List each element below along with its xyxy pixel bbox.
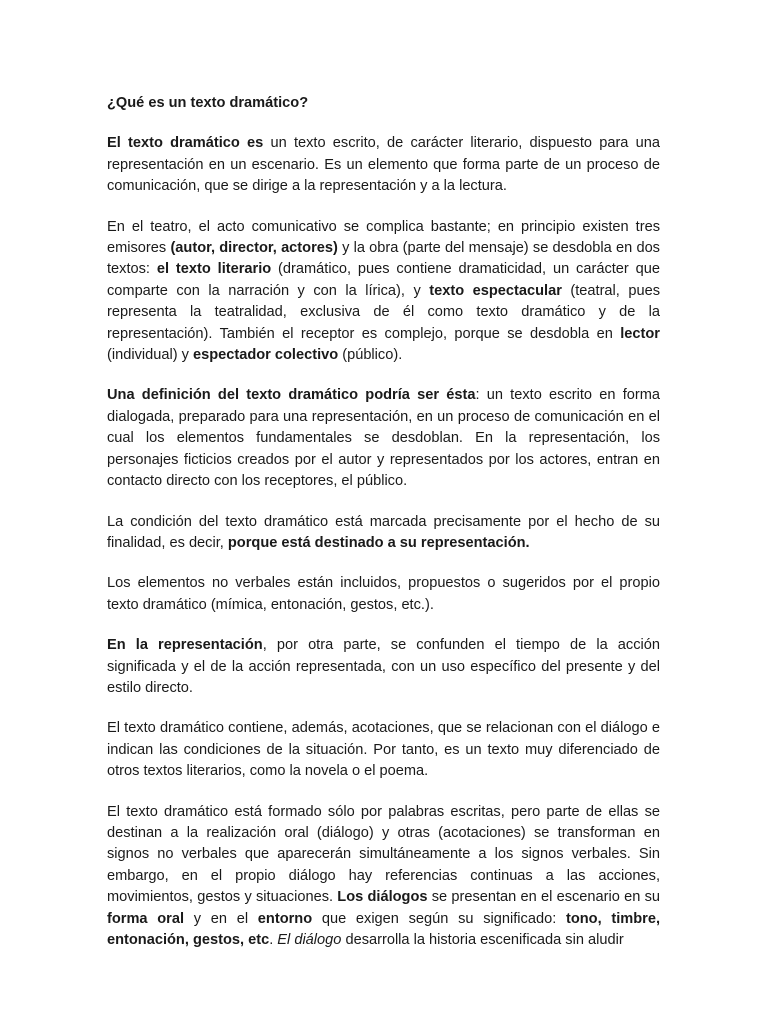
text-run: Los elementos no verbales están incluidos, propuestos o sugeridos por el propio texto dramático (mímica, entonación, gestos, etc.). [107, 575, 660, 613]
paragraph-definition-2 [107, 385, 660, 492]
text-run: En la representación [107, 637, 263, 654]
text-run: entorno [257, 910, 313, 927]
text-run: (individual) y [107, 347, 193, 364]
text-run: El diálogo [277, 932, 342, 948]
text-run: Los diálogos [337, 889, 428, 906]
text-run: (teatral, pues representa la teatralidad, exclusiva de él como texto dramático y de la representación). También el receptor es complejo, porque se desdobla en [107, 282, 660, 342]
text-run: y la obra (parte del mensaje) se desdobla en dos textos: [107, 240, 660, 278]
text-run: El texto dramático contiene, además, acotaciones, que se relacionan con el diálogo e indican las condiciones de la situación. Por tanto, es un texto muy diferenciado de otros textos literarios, como la novela o el poema. [107, 720, 660, 780]
text-run: tono, timbre, entonación, gestos, etc [107, 910, 660, 948]
paragraph-acotaciones [107, 718, 660, 782]
text-run: que exigen según su significado: [312, 910, 566, 927]
paragraph-definition [107, 133, 660, 197]
text-run: lector [620, 325, 660, 342]
text-run: En el teatro, el acto comunicativo se complica bastante; en principio existen tres emisores [107, 218, 660, 257]
paragraph-representation [107, 635, 660, 699]
text-run: desarrolla la historia escenificada sin aludir [341, 932, 624, 948]
text-run: porque está destinado a su representación. [227, 534, 530, 551]
text-run: Una definición del texto dramático podría ser ésta [107, 387, 476, 404]
text-run: un texto escrito, de carácter literario, dispuesto para una representación en un escenario. Es un elemento que forma parte de un proceso de comunicación, que se dirige a la representación y a la lectura. [107, 135, 660, 195]
text-run: texto espectacular [429, 282, 562, 299]
text-run: (dramático, pues contiene dramaticidad, un carácter que comparte con la narración y con la lírica), y [107, 261, 660, 299]
text-run: El texto dramático está formado sólo por palabras escritas, pero parte de ellas se destinan a la realización oral (diálogo) y otras (acotaciones) se transforman en signos no verbales que aparecerán simultáneamente a los signos verbales. Sin embargo, en el propio diálogo hay referencias continuas a las acciones, movimientos, gestos y situaciones. [107, 803, 660, 906]
document-title: ¿Qué es un texto dramático? [107, 95, 309, 111]
text-run: La condición del texto dramático está marcada precisamente por el hecho de su finalidad, es decir, [107, 513, 660, 551]
text-run: . [269, 932, 278, 948]
text-run: se presentan en el escenario en su [427, 889, 660, 906]
text-run: : un texto escrito en forma dialogada, preparado para una representación, en un proceso de comunicación en el cual los elementos fundamentales se desdoblan. En la representación, los personajes ficticios creados por el autor y representados por los actores, entran en contacto directo con los receptores, el público. [107, 387, 660, 490]
text-run: forma oral [107, 910, 185, 927]
document-page [107, 93, 660, 951]
paragraph-condition [107, 512, 660, 555]
text-run: (autor, director, actores) [170, 240, 338, 257]
text-run: espectador colectivo [192, 347, 339, 364]
text-run: El texto dramático es [107, 135, 264, 152]
text-run: (público). [338, 347, 403, 364]
text-run: , por otra parte, se confunden el tiempo de la acción significada y el de la acción representada, con un uso específico del presente y del estilo directo. [107, 637, 660, 696]
paragraph-written-words [107, 802, 660, 952]
paragraph-nonverbal [107, 573, 660, 616]
text-run: el texto literario [156, 261, 272, 278]
text-run: y en el [184, 910, 258, 927]
paragraph-theater [107, 217, 660, 367]
